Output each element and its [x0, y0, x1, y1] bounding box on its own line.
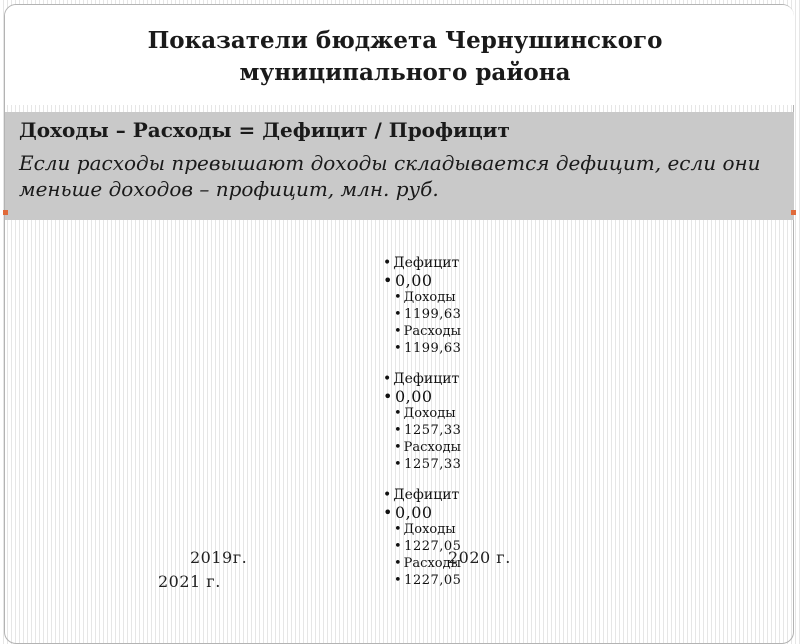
income-value: • 1227,05: [394, 538, 543, 555]
expense-value: • 1227,05: [394, 572, 543, 589]
budget-group-2020: [383, 371, 543, 473]
income-value: • 1257,33: [394, 422, 543, 439]
expense-value: • 1257,33: [394, 456, 543, 473]
budget-group-2021: [383, 487, 543, 589]
year-2019-label: 2019г.: [190, 548, 248, 567]
formula-heading: Доходы – Расходы = Дефицит / Профицит: [19, 118, 510, 142]
year-2021-label: 2021 г.: [158, 572, 221, 591]
page-title: Показатели бюджета Чернушинского муниципального района: [147, 27, 663, 86]
deficit-label: • Дефицит: [383, 255, 543, 272]
year-2020-label: 2020 г.: [448, 548, 511, 567]
title-area: [5, 5, 794, 105]
expense-label: • Расходы: [394, 439, 543, 456]
budget-group-2019: [383, 255, 543, 357]
formula-description: Если расходы превышают доходы складывается дефицит, если они меньше доходов – профицит, млн. руб.: [19, 151, 761, 201]
deficit-label: • Дефицит: [383, 487, 543, 504]
deficit-value: • 0,00: [383, 388, 543, 405]
income-label: • Доходы: [394, 289, 543, 306]
deficit-label: • Дефицит: [383, 371, 543, 388]
expense-value: • 1199,63: [394, 340, 543, 357]
income-value: • 1199,63: [394, 306, 543, 323]
deficit-value: • 0,00: [383, 272, 543, 289]
accent-mark-right: [791, 210, 796, 215]
expense-label: • Расходы: [394, 555, 543, 572]
accent-mark-left: [3, 210, 8, 215]
income-label: • Доходы: [394, 521, 543, 538]
income-label: • Доходы: [394, 405, 543, 422]
expense-label: • Расходы: [394, 323, 543, 340]
formula-band: [5, 112, 794, 220]
deficit-value: • 0,00: [383, 504, 543, 521]
